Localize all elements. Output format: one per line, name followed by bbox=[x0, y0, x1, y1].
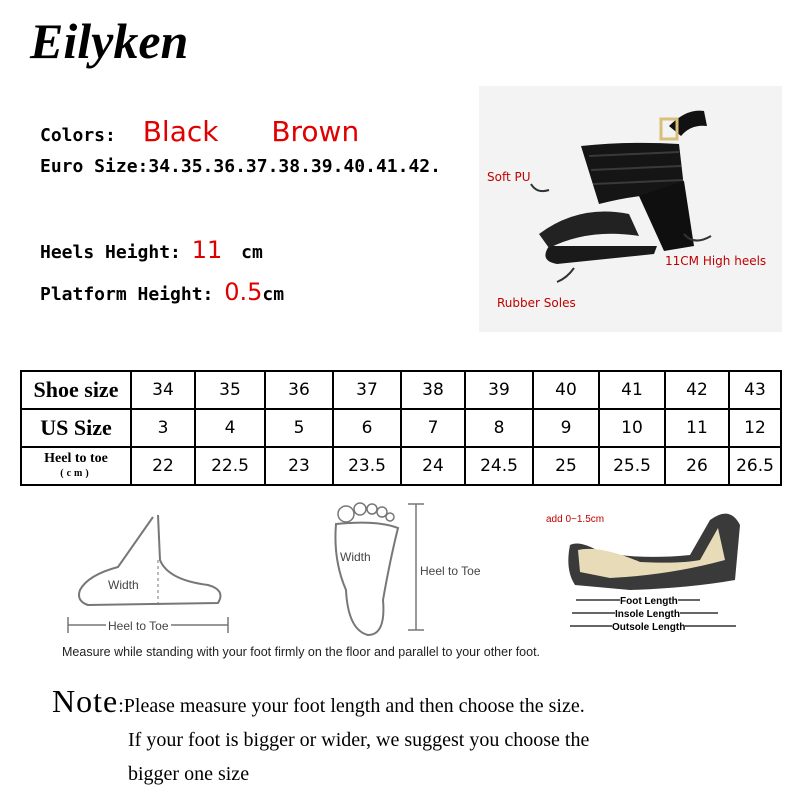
table-cell: 25 bbox=[533, 447, 599, 485]
color-black: Black bbox=[142, 115, 219, 148]
table-cell: 34 bbox=[131, 371, 195, 409]
add-allowance-label: add 0~1.5cm bbox=[546, 514, 605, 525]
color-brown: Brown bbox=[271, 115, 360, 148]
platform-height-value: 0.5 bbox=[224, 278, 263, 306]
table-row bbox=[21, 371, 781, 409]
insole-diagram bbox=[540, 500, 760, 645]
table-cell: 11 bbox=[665, 409, 729, 447]
colors-row bbox=[40, 115, 359, 148]
platform-height-row bbox=[40, 278, 284, 306]
outsole-length-label: Outsole Length bbox=[612, 622, 686, 633]
product-photo bbox=[479, 86, 782, 332]
heel-to-toe-label: Heel to toe bbox=[44, 450, 108, 466]
table-cell: 25.5 bbox=[599, 447, 665, 485]
side-foot-diagram bbox=[58, 505, 238, 645]
table-cell: 36 bbox=[265, 371, 333, 409]
table-cell: 41 bbox=[599, 371, 665, 409]
table-cell: 5 bbox=[265, 409, 333, 447]
table-cell: 7 bbox=[401, 409, 465, 447]
foot-length-label: Foot Length bbox=[620, 596, 678, 607]
table-cell: 10 bbox=[599, 409, 665, 447]
table-cell: 6 bbox=[333, 409, 401, 447]
table-cell: 23 bbox=[265, 447, 333, 485]
table-cell: 38 bbox=[401, 371, 465, 409]
euro-size-values: 34.35.36.37.38.39.40.41.42. bbox=[148, 156, 441, 177]
platform-height-label: Platform Height: bbox=[40, 284, 214, 305]
table-row bbox=[21, 409, 781, 447]
row-header-us-size: US Size bbox=[21, 409, 131, 447]
side-width-label: Width bbox=[108, 578, 139, 592]
table-cell: 43 bbox=[729, 371, 781, 409]
euro-size-label: Euro Size: bbox=[40, 156, 149, 177]
note-block bbox=[52, 684, 772, 791]
callout-soft-pu: Soft PU bbox=[487, 170, 531, 184]
table-cell: 24 bbox=[401, 447, 465, 485]
size-table bbox=[20, 370, 782, 486]
table-cell: 3 bbox=[131, 409, 195, 447]
callout-high-heels: 11CM High heels bbox=[665, 254, 767, 268]
colors-label: Colors: bbox=[40, 125, 116, 146]
top-foot-diagram bbox=[318, 500, 508, 645]
note-heading: Note bbox=[52, 683, 119, 719]
note-line-2: If your foot is bigger or wider, we suggest you choose the bbox=[128, 729, 590, 751]
table-cell: 9 bbox=[533, 409, 599, 447]
platform-height-unit: cm bbox=[262, 284, 285, 305]
row-header-heel-to-toe bbox=[21, 447, 131, 485]
heels-height-label: Heels Height: bbox=[40, 242, 181, 263]
top-width-label: Width bbox=[340, 550, 371, 564]
euro-size-row bbox=[40, 156, 441, 177]
side-heel-to-toe-label: Heel to Toe bbox=[108, 619, 169, 633]
heel-to-toe-unit: (cm) bbox=[60, 467, 92, 479]
table-cell: 22 bbox=[131, 447, 195, 485]
table-cell: 42 bbox=[665, 371, 729, 409]
heels-height-value: 11 bbox=[191, 236, 223, 264]
table-cell: 8 bbox=[465, 409, 533, 447]
note-line-3: bigger one size bbox=[128, 763, 250, 785]
table-cell: 35 bbox=[195, 371, 265, 409]
table-row bbox=[21, 447, 781, 485]
insole-length-label: Insole Length bbox=[615, 609, 680, 620]
row-header-shoe-size: Shoe size bbox=[21, 371, 131, 409]
table-cell: 37 bbox=[333, 371, 401, 409]
top-heel-to-toe-label: Heel to Toe bbox=[420, 564, 481, 578]
table-cell: 22.5 bbox=[195, 447, 265, 485]
table-cell: 4 bbox=[195, 409, 265, 447]
table-cell: 26.5 bbox=[729, 447, 781, 485]
callout-rubber-soles: Rubber Soles bbox=[497, 296, 576, 310]
table-cell: 23.5 bbox=[333, 447, 401, 485]
brand-logo: Eilyken bbox=[30, 13, 189, 69]
table-cell: 39 bbox=[465, 371, 533, 409]
note-line-1: :Please measure your foot length and then choose the size. bbox=[118, 695, 585, 717]
table-cell: 24.5 bbox=[465, 447, 533, 485]
heels-height-unit: cm bbox=[241, 242, 263, 263]
table-cell: 12 bbox=[729, 409, 781, 447]
measure-instruction: Measure while standing with your foot firmly on the floor and parallel to your other foot. bbox=[62, 645, 541, 659]
heels-height-row bbox=[40, 236, 263, 264]
table-cell: 40 bbox=[533, 371, 599, 409]
table-cell: 26 bbox=[665, 447, 729, 485]
